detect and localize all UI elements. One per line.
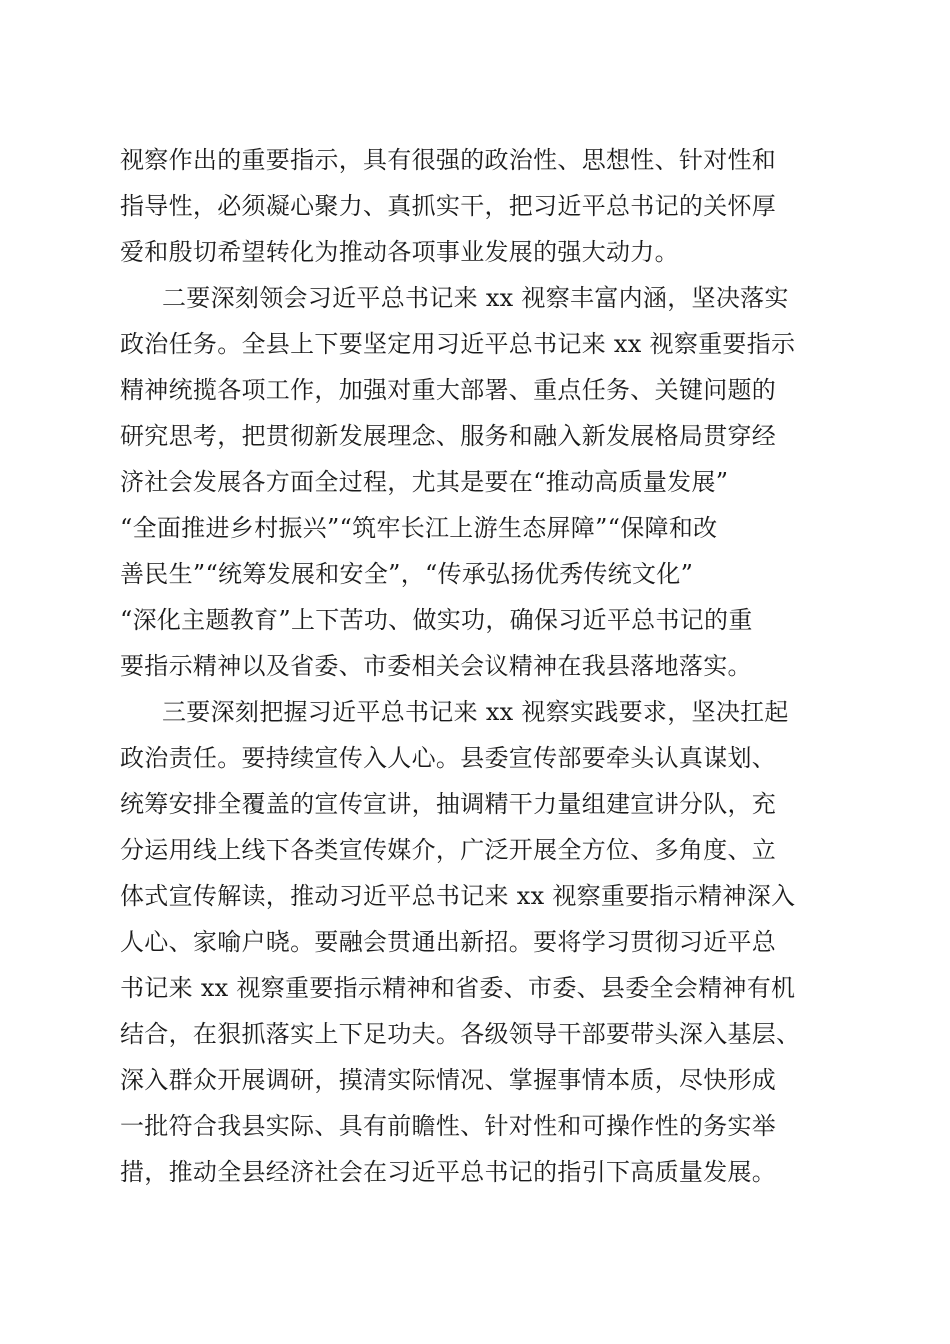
text-line-11: “深化主题教育”上下苦功、做实功，确保习近平总书记的重	[120, 606, 753, 634]
text-line-1: 视察作出的重要指示，具有很强的政治性、思想性、针对性和	[120, 146, 777, 174]
text-line-12: 要指示精神以及省委、市委相关会议精神在我县落地落实。	[120, 652, 752, 680]
text-line-23: 措，推动全县经济社会在习近平总书记的指引下高质量发展。	[120, 1158, 777, 1186]
text-line-20: 结合，在狠抓落实上下足功夫。各级领导干部要带头深入基层、	[120, 1020, 801, 1048]
text-line-2: 指导性，必须凝心聚力、真抓实干，把习近平总书记的关怀厚	[120, 192, 777, 220]
text-line-22: 一批符合我县实际、具有前瞻性、针对性和可操作性的务实举	[120, 1112, 777, 1140]
text-line-14: 政治责任。要持续宣传入人心。县委宣传部要牵头认真谋划、	[120, 744, 777, 772]
text-line-5: 政治任务。全县上下要坚定用习近平总书记来 xx 视察重要指示	[120, 330, 796, 358]
paragraph-3-first-line: 三要深刻把握习近平总书记来 xx 视察实践要求，坚决扛起	[162, 698, 789, 726]
text-line-8: 济社会发展各方面全过程，尤其是要在“推动高质量发展”	[120, 468, 729, 496]
text-line-9: “全面推进乡村振兴”“筑牢长江上游生态屏障”“保障和改	[120, 514, 718, 542]
text-line-21: 深入群众开展调研，摸清实际情况、掌握事情本质，尽快形成	[120, 1066, 777, 1094]
paragraph-2-first-line: 二要深刻领会习近平总书记来 xx 视察丰富内涵，坚决落实	[162, 284, 789, 312]
text-line-16: 分运用线上线下各类宣传媒介，广泛开展全方位、多角度、立	[120, 836, 777, 864]
text-line-19: 书记来 xx 视察重要指示精神和省委、市委、县委全会精神有机	[120, 974, 796, 1002]
text-line-15: 统筹安排全覆盖的宣传宣讲，抽调精干力量组建宣讲分队，充	[120, 790, 777, 818]
text-line-6: 精神统揽各项工作，加强对重大部署、重点任务、关键问题的	[120, 376, 777, 404]
text-line-10: 善民生”“统筹发展和安全”，“传承弘扬优秀传统文化”	[120, 560, 694, 588]
text-line-7: 研究思考，把贯彻新发展理念、服务和融入新发展格局贯穿经	[120, 422, 777, 450]
text-line-3: 爱和殷切希望转化为推动各项事业发展的强大动力。	[120, 238, 679, 266]
text-line-17: 体式宣传解读，推动习近平总书记来 xx 视察重要指示精神深入	[120, 882, 796, 910]
text-line-18: 人心、家喻户晓。要融会贯通出新招。要将学习贯彻习近平总	[120, 928, 777, 956]
